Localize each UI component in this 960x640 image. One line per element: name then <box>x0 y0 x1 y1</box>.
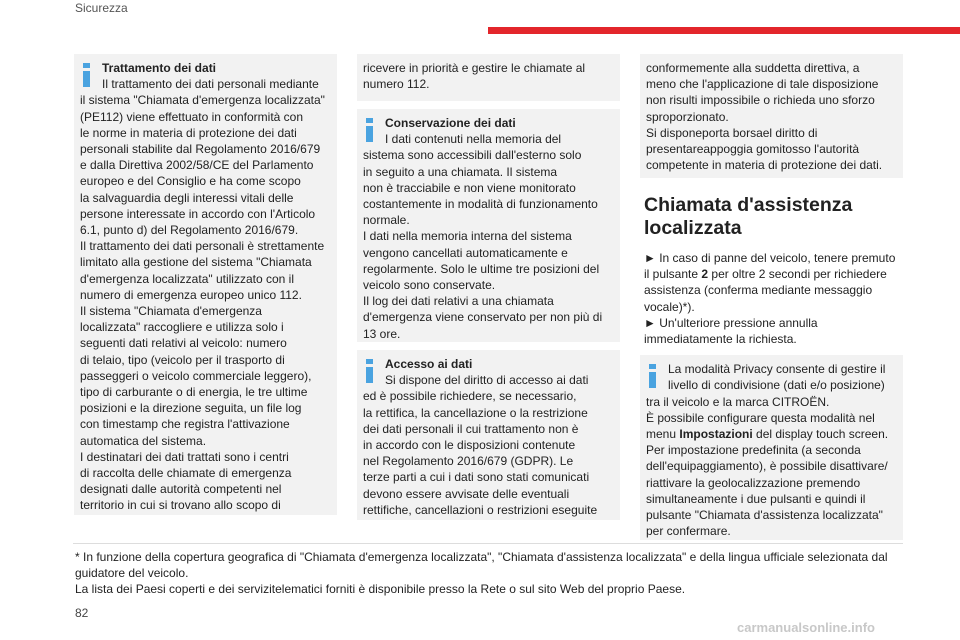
section-heading: Chiamata d'assistenza localizzata <box>644 194 853 239</box>
info-icon <box>366 359 373 383</box>
column-1 <box>74 54 337 515</box>
watermark: carmanualsonline.info <box>737 620 875 635</box>
box-title: Accesso ai dati <box>385 357 473 371</box>
box-title: Trattamento dei dati <box>102 61 217 75</box>
info-box-data-access: Accesso ai dati Si dispone del diritto di accesso ai dati ed è possibile richiedere, se necessario, la rettifica, la cancellazione o la restrizione dei dati personali il cui trattamento non è in accordo con le disposizioni contenute nel Regolamento 2016/679 (GDPR). Le terze parti a cui i dati sono stati comunicati devono essere avvisate delle eventuali rettifiche, cancellazioni o restrizioni eseguite <box>357 350 620 520</box>
page-number: 82 <box>75 606 89 620</box>
section-accent-bar <box>488 27 960 34</box>
column-2 <box>357 54 620 520</box>
column-3 <box>640 54 903 540</box>
continuation-box: ricevere in priorità e gestire le chiamate al numero 112. <box>357 54 620 101</box>
section-label: Sicurezza <box>75 1 128 15</box>
continuation-box: conformemente alla suddetta direttiva, a meno che l'applicazione di tale disposizione non risulti impossibile o richieda uno sforzo sproporzionato. Si disponeporta borsael diritto di presentareappoggia gomitosso l'autorità competente in materia di protezione dei dati. <box>640 54 903 178</box>
assistance-instructions: ► In caso di panne del veicolo, tenere premuto il pulsante 2 per oltre 2 secondi per richiedere assistenza (conferma mediante messaggio vocale)*). ► Un'ulteriore pressione annulla immediatamente la richiesta. <box>644 251 896 347</box>
info-box-privacy-mode: La modalità Privacy consente di gestire il livello di condivisione (dati e/o posizione) tra il veicolo e la marca CITROËN. È possibile configurare questa modalità nel menu Impostazioni del display touch screen. Per impostazione predefinita (a seconda dell'equipaggiamento), è possibile disattivare/ riattivare la geolocalizzazione premendo simultaneamente i due pulsanti e quindi il pulsante "Chiamata d'assistenza localizzata" per confermare. <box>640 355 903 540</box>
footnote: * In funzione della copertura geografica di "Chiamata d'emergenza localizzata", "Chiamata d'assistenza localizzata" e della lingua ufficiale selezionata dal guidatore del veicolo. La lista dei Paesi coperti e dei servizitelematici forniti è disponibile presso la Rete o sul sito Web del proprio Paese. <box>75 550 888 597</box>
info-icon <box>366 118 373 142</box>
info-icon <box>83 63 90 87</box>
info-icon <box>649 364 656 388</box>
footnote-divider <box>73 543 903 544</box>
info-box-data-processing: Trattamento dei dati Il trattamento dei dati personali mediante il sistema "Chiamata d'emergenza localizzata" (PE112) viene effettuato in conformità con le norme in materia di protezione dei dati personali stabilite dal Regolamento 2016/679 e dalla Direttiva 2002/58/CE del Parlamento europeo e del Consiglio e ha come scopo la salvaguardia degli interessi vitali delle persone interessate in accordo con l'Articolo 6.1, punto d) del Regolamento 2016/679. Il trattamento dei dati personali è strettamente limitato alla gestione del sistema "Chiamata d'emergenza localizzata" utilizzato con il numero di emergenza europeo unico 112. Il sistema "Chiamata d'emergenza localizzata" raccogliere e utilizza solo i seguenti dati relativi al veicolo: numero di telaio, tipo (veicolo per il trasporto di passeggeri o veicolo commerciale leggero), tipo di carburante o di energia, le tre ultime posizioni e la direzione seguita, un file log con timestamp che registra l'attivazione automatica del sistema. I destinatari dei dati trattati sono i centri di raccolta delle chiamate di emergenza designati dalle autorità competenti nel territorio in cui si trovano allo scopo di <box>74 54 337 515</box>
info-box-data-retention: Conservazione dei dati I dati contenuti nella memoria del sistema sono accessibili dall'esterno solo in seguito a una chiamata. Il sistema non è tracciabile e non viene monitorato costantemente in modalità di funzionamento normale. I dati nella memoria interna del sistema vengono cancellati automaticamente e regolarmente. Solo le ultime tre posizioni del veicolo sono conservate. Il log dei dati relativi a una chiamata d'emergenza viene conservato per non più di 13 ore. <box>357 109 620 342</box>
box-title: Conservazione dei dati <box>385 116 516 130</box>
